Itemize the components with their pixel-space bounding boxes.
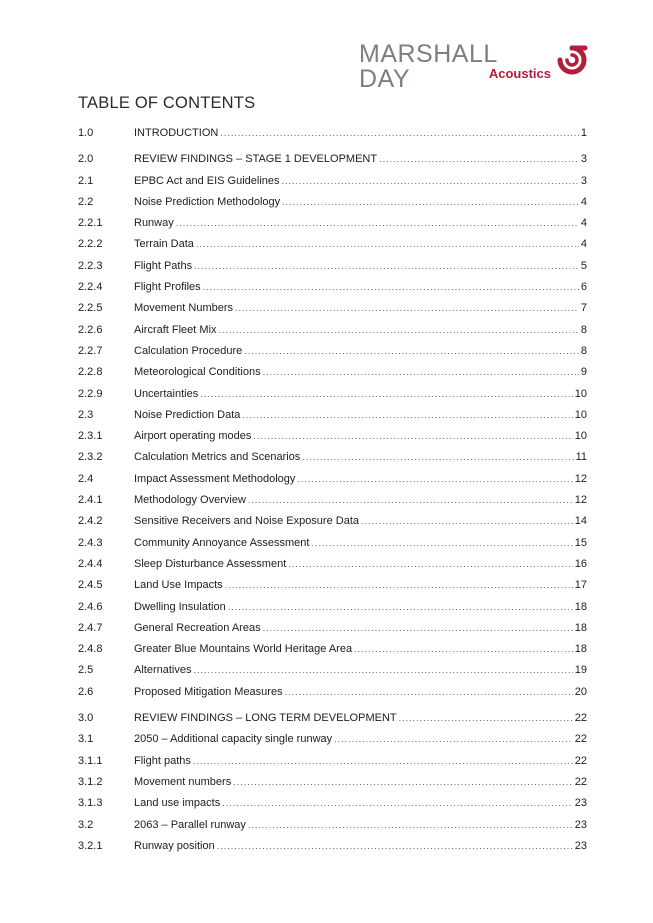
toc-entry[interactable] <box>78 405 587 426</box>
dot-leader <box>222 798 573 808</box>
toc-entry-number: 2.4.3 <box>78 536 103 549</box>
toc-entry-number: 2.3 <box>78 408 94 421</box>
toc-entry-number: 2.2.6 <box>78 323 103 336</box>
toc-entry-label: Runway position <box>134 839 215 852</box>
dot-leader <box>196 239 579 249</box>
toc-entry-label: Sleep Disturbance Assessment <box>134 557 287 570</box>
toc-entry-page: 15 <box>574 536 587 549</box>
dot-leader <box>263 623 573 633</box>
toc-entry[interactable] <box>78 256 587 277</box>
toc-entry-page: 18 <box>574 600 587 613</box>
toc-entry[interactable] <box>78 362 587 383</box>
toc-entry[interactable] <box>78 511 587 532</box>
dot-leader <box>361 516 573 526</box>
toc-entry[interactable] <box>78 708 587 729</box>
toc-entry[interactable] <box>78 793 587 814</box>
toc-entry[interactable] <box>78 298 587 319</box>
toc-entry-page: 4 <box>580 238 587 251</box>
toc-entry-number: 2.2.7 <box>78 344 103 357</box>
toc-entry-number: 3.1.3 <box>78 797 103 810</box>
toc-entry-label: Land use impacts <box>134 797 221 810</box>
toc-entry-label: Methodology Overview <box>134 494 246 507</box>
toc-entry-label: 2050 – Additional capacity single runway <box>134 733 333 746</box>
toc-entry-page: 20 <box>574 685 587 698</box>
toc-entry-page: 16 <box>574 557 587 570</box>
dot-leader <box>379 154 579 164</box>
toc-entry-label: REVIEW FINDINGS – STAGE 1 DEVELOPMENT <box>134 153 378 166</box>
toc-entry-page: 17 <box>574 579 587 592</box>
toc-entry[interactable] <box>78 751 587 772</box>
toc-entry-number: 2.2.9 <box>78 387 103 400</box>
toc-entry-label: Noise Prediction Methodology <box>134 195 281 208</box>
toc-entry-page: 8 <box>580 344 587 357</box>
toc-entry-page: 4 <box>580 195 587 208</box>
toc-entry-page: 23 <box>574 818 587 831</box>
dot-leader <box>311 538 572 548</box>
dot-leader <box>200 389 573 399</box>
toc-entry-number: 2.5 <box>78 664 94 677</box>
toc-entry-label: Uncertainties <box>134 387 199 400</box>
toc-entry-page: 4 <box>580 217 587 230</box>
toc-entry-number: 2.4.7 <box>78 621 103 634</box>
toc-entry[interactable] <box>78 320 587 341</box>
toc-entry-label: General Recreation Areas <box>134 621 261 634</box>
page-title: TABLE OF CONTENTS <box>78 94 256 112</box>
toc-entry[interactable] <box>78 554 587 575</box>
dot-leader <box>193 665 572 675</box>
toc-entry-label: Sensitive Receivers and Noise Exposure Data <box>134 515 360 528</box>
toc-entry-label: Flight paths <box>134 754 191 767</box>
toc-entry[interactable] <box>78 447 587 468</box>
toc-entry[interactable] <box>78 277 587 298</box>
logo-subtitle: Acoustics <box>488 66 551 81</box>
toc-entry-label: EPBC Act and EIS Guidelines <box>134 174 280 187</box>
logo-wordmark: MARSHALL DAY <box>359 40 497 93</box>
toc-entry-page: 12 <box>574 472 587 485</box>
toc-entry-label: Meteorological Conditions <box>134 366 261 379</box>
toc-entry-number: 2.2 <box>78 195 94 208</box>
toc-entry-label: Aircraft Fleet Mix <box>134 323 217 336</box>
toc-entry-page: 6 <box>580 281 587 294</box>
toc-entry-page: 7 <box>580 302 587 315</box>
dot-leader <box>253 431 572 441</box>
toc-entry-label: Terrain Data <box>134 238 194 251</box>
dot-leader <box>244 346 579 356</box>
dot-leader <box>220 128 579 138</box>
dot-leader <box>219 325 579 335</box>
toc-entry-page: 19 <box>574 664 587 677</box>
company-logo <box>359 40 589 93</box>
toc-entry[interactable] <box>78 149 587 170</box>
toc-entry-page: 10 <box>574 387 587 400</box>
toc-entry-number: 2.6 <box>78 685 94 698</box>
dot-leader <box>228 602 573 612</box>
toc-entry[interactable] <box>78 815 587 836</box>
toc-entry[interactable] <box>78 171 587 192</box>
toc-entry-number: 3.2.1 <box>78 839 103 852</box>
dot-leader <box>263 367 579 377</box>
toc-entry-number: 2.0 <box>78 153 94 166</box>
toc-entry-page: 10 <box>574 430 587 443</box>
toc-entry-label: REVIEW FINDINGS – LONG TERM DEVELOPMENT <box>134 712 397 725</box>
dot-leader <box>288 559 573 569</box>
table-of-contents <box>78 123 587 857</box>
logo-swirl-icon <box>555 42 589 78</box>
dot-leader <box>297 474 572 484</box>
toc-entry-label: Dwelling Insulation <box>134 600 226 613</box>
toc-entry-page: 22 <box>574 712 587 725</box>
toc-entry-number: 3.0 <box>78 712 94 725</box>
toc-entry-page: 22 <box>574 754 587 767</box>
toc-entry-label: Flight Profiles <box>134 281 201 294</box>
dot-leader <box>235 303 579 313</box>
toc-entry-page: 22 <box>574 775 587 788</box>
dot-leader <box>334 734 573 744</box>
dot-leader <box>282 176 579 186</box>
toc-entry-page: 18 <box>574 643 587 656</box>
toc-entry-number: 2.2.5 <box>78 302 103 315</box>
toc-entry-label: Noise Prediction Data <box>134 408 241 421</box>
toc-entry[interactable] <box>78 234 587 255</box>
toc-entry-number: 2.4.2 <box>78 515 103 528</box>
toc-entry-number: 2.3.2 <box>78 451 103 464</box>
dot-leader <box>217 841 573 851</box>
dot-leader <box>233 777 573 787</box>
toc-entry-page: 1 <box>580 127 587 139</box>
dot-leader <box>302 452 573 462</box>
dot-leader <box>194 261 579 271</box>
toc-entry[interactable] <box>78 597 587 618</box>
toc-entry-page: 12 <box>574 494 587 507</box>
dot-leader <box>285 687 573 697</box>
toc-entry-page: 11 <box>575 451 587 464</box>
toc-entry-label: Greater Blue Mountains World Heritage Area <box>134 643 353 656</box>
toc-entry-number: 2.4.4 <box>78 557 103 570</box>
toc-entry[interactable] <box>78 836 587 857</box>
dot-leader <box>176 218 579 228</box>
toc-entry-label: INTRODUCTION <box>134 127 219 139</box>
toc-entry-number: 2.2.1 <box>78 217 103 230</box>
toc-entry-page: 3 <box>580 174 587 187</box>
toc-entry-number: 2.3.1 <box>78 430 103 443</box>
toc-entry-number: 3.2 <box>78 818 94 831</box>
toc-entry-page: 23 <box>574 839 587 852</box>
toc-entry[interactable] <box>78 384 587 405</box>
toc-entry[interactable] <box>78 426 587 447</box>
toc-entry-number: 3.1.1 <box>78 754 103 767</box>
dot-leader <box>203 282 579 292</box>
toc-entry[interactable] <box>78 575 587 596</box>
toc-entry-page: 22 <box>574 733 587 746</box>
toc-entry-label: Airport operating modes <box>134 430 252 443</box>
toc-entry-number: 2.2.4 <box>78 281 103 294</box>
toc-entry-page: 23 <box>574 797 587 810</box>
toc-entry-label: Runway <box>134 217 174 230</box>
toc-entry-page: 5 <box>580 259 587 272</box>
toc-entry[interactable] <box>78 192 587 213</box>
toc-entry-number: 2.2.3 <box>78 259 103 272</box>
toc-entry[interactable] <box>78 533 587 554</box>
toc-entry-number: 2.4.6 <box>78 600 103 613</box>
toc-entry-label: Land Use Impacts <box>134 579 223 592</box>
toc-entry-label: Community Annoyance Assessment <box>134 536 310 549</box>
toc-entry-label: Impact Assessment Methodology <box>134 472 296 485</box>
toc-entry-page: 9 <box>580 366 587 379</box>
toc-entry-number: 3.1 <box>78 733 94 746</box>
toc-entry-number: 2.2.8 <box>78 366 103 379</box>
toc-entry-label: Alternatives <box>134 664 192 677</box>
toc-entry[interactable] <box>78 682 587 703</box>
toc-entry[interactable] <box>78 660 587 681</box>
toc-entry-label: Calculation Metrics and Scenarios <box>134 451 301 464</box>
toc-entry-page: 8 <box>580 323 587 336</box>
toc-entry-label: Movement numbers <box>134 775 232 788</box>
toc-entry-number: 2.4.1 <box>78 494 103 507</box>
toc-entry[interactable] <box>78 341 587 362</box>
toc-entry[interactable] <box>78 618 587 639</box>
toc-entry[interactable] <box>78 772 587 793</box>
dot-leader <box>248 820 573 830</box>
dot-leader <box>193 756 573 766</box>
toc-entry-label: Calculation Procedure <box>134 344 243 357</box>
dot-leader <box>248 495 573 505</box>
dot-leader <box>242 410 572 420</box>
dot-leader <box>399 713 573 723</box>
toc-entry-label: Movement Numbers <box>134 302 234 315</box>
toc-entry-label: Flight Paths <box>134 259 193 272</box>
toc-entry-label: 2063 – Parallel runway <box>134 818 246 831</box>
toc-entry-page: 10 <box>574 408 587 421</box>
toc-entry-page: 3 <box>580 153 587 166</box>
toc-entry[interactable] <box>78 639 587 660</box>
dot-leader <box>225 580 573 590</box>
toc-entry[interactable] <box>78 469 587 490</box>
toc-entry-label: Proposed Mitigation Measures <box>134 685 283 698</box>
toc-entry-number: 1.0 <box>78 127 94 139</box>
toc-entry[interactable] <box>78 123 587 144</box>
toc-entry[interactable] <box>78 490 587 511</box>
toc-entry-number: 3.1.2 <box>78 775 103 788</box>
toc-entry-page: 14 <box>574 515 587 528</box>
toc-entry[interactable] <box>78 213 587 234</box>
toc-entry-number: 2.1 <box>78 174 94 187</box>
toc-entry[interactable] <box>78 729 587 750</box>
toc-entry-number: 2.4.8 <box>78 643 103 656</box>
toc-entry-page: 18 <box>574 621 587 634</box>
dot-leader <box>282 197 579 207</box>
toc-entry-number: 2.4 <box>78 472 94 485</box>
toc-entry-number: 2.4.5 <box>78 579 103 592</box>
dot-leader <box>354 644 573 654</box>
toc-entry-number: 2.2.2 <box>78 238 103 251</box>
